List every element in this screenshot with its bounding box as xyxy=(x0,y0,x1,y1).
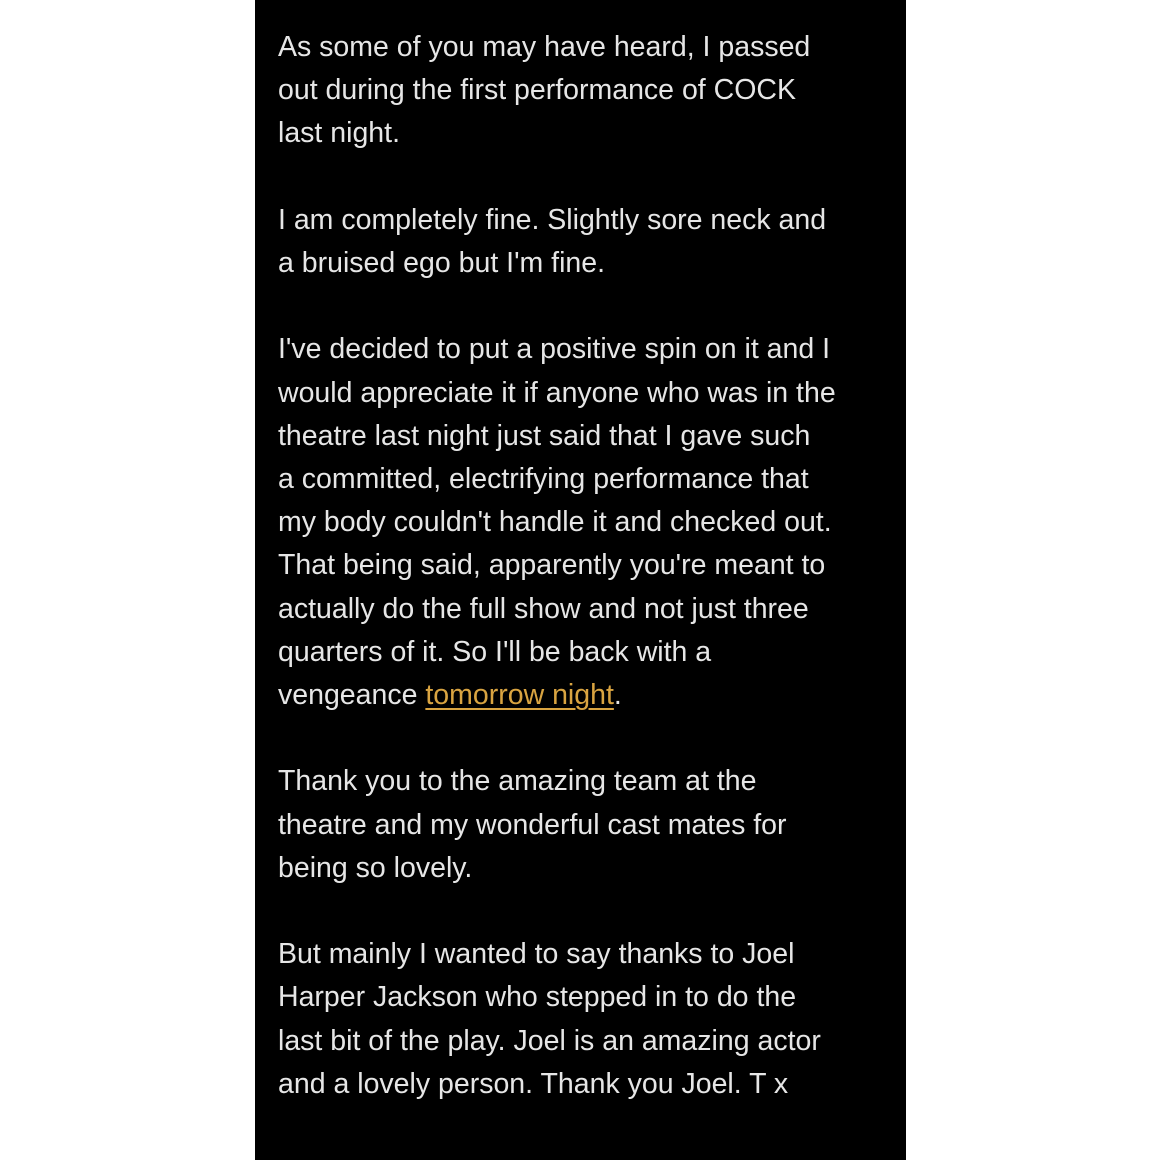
text-line: would appreciate it if anyone who was in the xyxy=(278,376,836,409)
text-line: and a lovely person. Thank you Joel. T x xyxy=(278,1067,789,1100)
paragraph-5 xyxy=(278,933,888,1106)
text-line: That being said, apparently you're meant to xyxy=(278,549,826,582)
text-line: theatre last night just said that I gave such xyxy=(278,419,811,452)
date-link[interactable]: tomorrow night xyxy=(425,679,614,712)
text-fragment: vengeance xyxy=(278,679,426,712)
text-line: being so lovely. xyxy=(278,851,473,884)
text-line: last bit of the play. Joel is an amazing actor xyxy=(278,1024,821,1057)
text-line: a bruised ego but I'm fine. xyxy=(278,247,606,279)
text-line-with-link xyxy=(278,674,888,717)
text-line: theatre and my wonderful cast mates for xyxy=(278,808,787,841)
text-line: a committed, electrifying performance that xyxy=(278,463,809,495)
text-fragment: . xyxy=(613,679,622,712)
paragraph-1 xyxy=(278,26,888,156)
text-line: my body couldn't handle it and checked out. xyxy=(278,506,832,539)
text-line: As some of you may have heard, I passed xyxy=(278,31,811,63)
text-line: out during the first performance of COCK xyxy=(278,74,796,107)
paragraph-2 xyxy=(278,199,888,285)
text-line: quarters of it. So I'll be back with a xyxy=(278,635,712,668)
text-line: actually do the full show and not just three xyxy=(278,592,809,625)
paragraph-3 xyxy=(278,328,888,717)
text-line: I am completely fine. Slightly sore neck and xyxy=(278,203,827,236)
text-line: Thank you to the amazing team at the xyxy=(278,765,757,798)
text-line: last night. xyxy=(278,117,400,150)
text-line: Harper Jackson who stepped in to do the xyxy=(278,981,797,1014)
note-body xyxy=(278,26,888,1149)
text-line: But mainly I wanted to say thanks to Joel xyxy=(278,938,795,971)
text-line: I've decided to put a positive spin on it and I xyxy=(278,333,831,366)
paragraph-4 xyxy=(278,760,888,890)
notes-screen xyxy=(255,0,906,1160)
